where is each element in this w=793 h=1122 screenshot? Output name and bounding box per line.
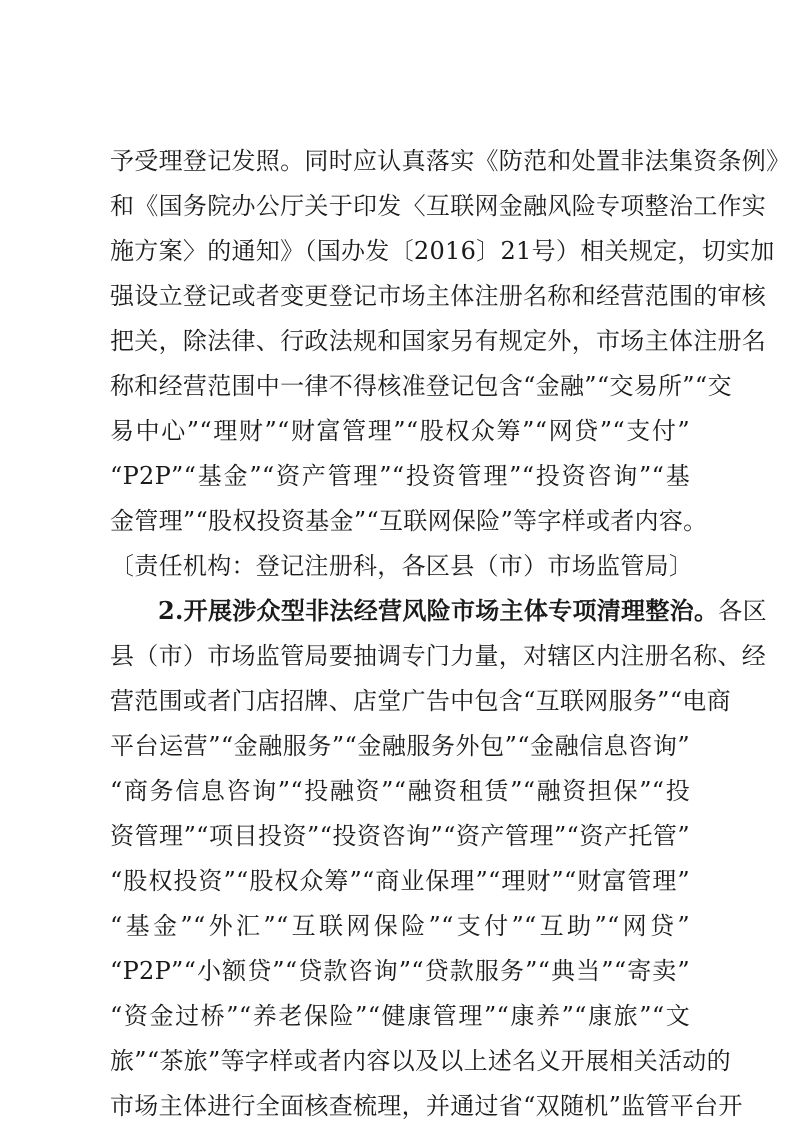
body-line-5: 把关，除法律、行政法规和国家另有规定外，市场主体注册名 xyxy=(110,327,767,355)
body-line-9: 金管理”“股权投资基金”“互联网保险”等字样或者内容。 xyxy=(110,507,708,535)
section2-line-3: 平台运营”“金融服务”“金融服务外包”“金融信息咨询” xyxy=(110,732,690,760)
section2-line-9: “资金过桥”“养老保险”“健康管理”“康养”“康旅”“文 xyxy=(110,1002,690,1030)
section2-line-8: “P2P”“小额贷”“贷款咨询”“贷款服务”“典当”“寄卖” xyxy=(110,957,690,985)
section2-line-6: “股权投资”“股权众筹”“商业保理”“理财”“财富管理” xyxy=(110,867,690,895)
section2-line-5: 资管理”“项目投资”“投资咨询”“资产管理”“资产托管” xyxy=(110,822,690,850)
body-line-1: 予受理登记发照。同时应认真落实《防范和处置非法集资条例》 xyxy=(110,147,791,175)
body-line-2: 和《国务院办公厅关于印发〈互联网金融风险专项整治工作实 xyxy=(110,192,767,220)
section2-line-2: 营范围或者门店招牌、店堂广告中包含“互联网服务”“电商 xyxy=(110,687,731,715)
body-line-7: 易中心”“理财”“财富管理”“股权众筹”“网贷”“支付” xyxy=(110,417,690,445)
section2-first-line xyxy=(158,596,767,626)
section2-heading-tail: 各区 xyxy=(718,597,767,625)
body-line-8: “P2P”“基金”“资产管理”“投资管理”“投资咨询”“基 xyxy=(110,462,690,490)
section2-line-1: 县（市）市场监管局要抽调专门力量，对辖区内注册名称、经 xyxy=(110,642,767,670)
section2-line-10: 旅”“茶旅”等字样或者内容以及以上述名义开展相关活动的 xyxy=(110,1047,731,1075)
section2-line-7: “基金”“外汇”“互联网保险”“支付”“互助”“网贷” xyxy=(110,912,690,940)
body-line-4: 强设立登记或者变更登记市场主体注册名称和经营范围的审核 xyxy=(110,282,767,310)
body-line-6: 称和经营范围中一律不得核准登记包含“金融”“交易所”“交 xyxy=(110,372,732,400)
section2-heading: 2.开展涉众型非法经营风险市场主体专项清理整治。 xyxy=(158,596,719,625)
section2-line-4: “商务信息咨询”“投融资”“融资租赁”“融资担保”“投 xyxy=(110,777,690,805)
section2-line-11: 市场主体进行全面核查梳理，并通过省“双随机”监管平台开 xyxy=(110,1092,743,1120)
responsibility-line: 〔责任机构：登记注册科，各区县（市）市场监管局〕 xyxy=(110,552,694,580)
body-line-3: 施方案〉的通知》（国办发〔2016〕21号）相关规定，切实加 xyxy=(110,237,775,265)
